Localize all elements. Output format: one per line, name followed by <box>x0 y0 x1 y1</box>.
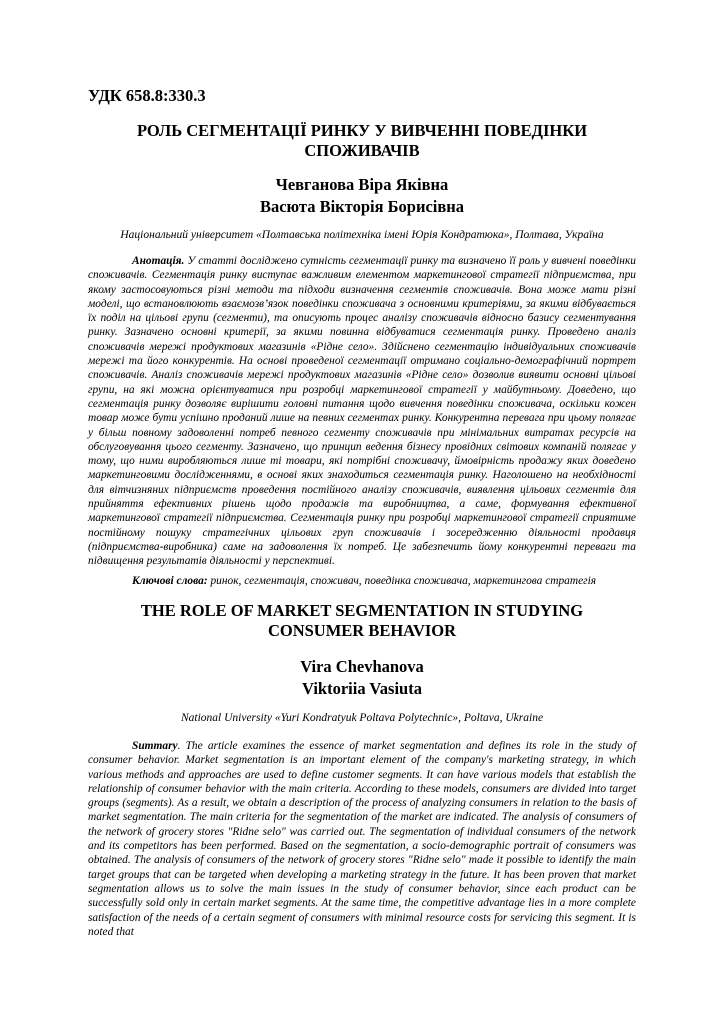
en-title <box>88 601 636 641</box>
en-author-1: Vira Chevhanova <box>300 657 424 676</box>
ua-title-line-1: РОЛЬ СЕГМЕНТАЦІЇ РИНКУ У ВИВЧЕННІ ПОВЕДІНКИ <box>136 121 588 140</box>
ua-title <box>88 121 636 161</box>
ua-abstract <box>88 254 636 569</box>
en-summary <box>88 739 636 939</box>
en-title-line-2: CONSUMER BEHAVIOR <box>267 621 457 640</box>
en-author-2: Viktoriia Vasiuta <box>302 679 422 698</box>
en-title-line-1: THE ROLE OF MARKET SEGMENTATION IN STUDYING <box>140 601 584 620</box>
udk-code: УДК 658.8:330.3 <box>88 86 206 105</box>
ua-abstract-text: У статті досліджено сутність сегментації ринку та визначено її роль у вивчені поведінки споживачів. Сегментація ринку виступає важливим елементом маркетингової стратегії підприємства, при якому застосовуються різні методи та підходи визначення сегментів споживачів. Вона може мати різні моделі, що встановлюють взаємозв’язок поведінки споживача з основними критеріями, за якими відбувається їх поділ на цільові групи (сегменти), та описують процес аналізу споживачів відносно базису сегментування ринку. Зазначено основні критерії, за якими повинна відбуватися сегментація ринку. Проведено аналіз споживачів мережі продуктових магазинів «Рідне село». Здійснено сегментацію індивідуальних споживачів мережі та його конкурентів. На основі проведеної сегментації отримано соціально-демографічний портрет споживачів. Аналіз споживачів мережі продуктових магазинів «Рідне село» дозволив виявити основні цільові групи, на які можна орієнтуватися при розробці маркетингової стратегії у майбутньому. Доведено, що сегментація ринку дозволяє вирішити головні питання щодо вивчення поведінки споживача, оскільки кожен товар може бути успішно проданий лише на певних сегментах ринку. Конкурентна перевага при цьому полягає у більш повному задоволенні потреб певного сегменту споживачів при мінімальних витратах ресурсів на обслуговування цього сегменту. Зазначено, що принцип ведення бізнесу провідних світових компаній полягає у тому, що ними виробляються лише ті товари, які потрібні споживачу, ймовірність продажу яких доведено маркетинговими дослідженнями, в основі яких знаходиться сегментація ринку. Наголошено на необхідності для вітчизняних підприємств проведення постійного аналізу споживачів, виявлення цільових сегментів для прийняття ефективних рішень щодо продажів та виробництва, а саме, формування ефективної маркетингової стратегії підприємства. Сегментація ринку при розробці маркетингової стратегії сприятиме постійному пошуку стратегічних цільових груп споживачів і зосередженню діяльності продавця (підприємства-виробника) саме на задоволення їх потреб. Це забезпечить йому конкурентні переваги та підвищення результатів діяльності у перспективі. <box>88 255 636 568</box>
ua-author-2: Васюта Вікторія Борисівна <box>259 197 465 216</box>
ua-author-1: Чевганова Віра Яківна <box>275 175 449 194</box>
ua-affiliation: Національний університет «Полтавська політехніка імені Юрія Кондратюка», Полтава, Україна <box>120 229 604 241</box>
ua-keywords <box>88 574 636 588</box>
ua-keywords-label: Ключові слова: <box>132 575 208 587</box>
en-affiliation: National University «Yuri Kondratyuk Poltava Polytechnic», Poltava, Ukraine <box>180 712 544 724</box>
en-summary-text: . The article examines the essence of market segmentation and defines its role in the study of consumer behavior. Market segmentation is an important element of the company's marketing strategy, in which various methods and approaches are used to define customer segments. It can have various models that establish the relationship of consumer behavior with the main criteria. According to these models, consumers are divided into target groups (segments). As a result, we obtain a description of the process of analyzing consumers in relation to the basis of market segmentation. The main criteria for the segmentation of the market are indicated. The analysis of consumers of the network of grocery stores "Ridne selo" was carried out. The segmentation of individual consumers of the network and its competitors has been performed. Based on the segmentation, a socio-demographic portrait of consumers was obtained. The analysis of consumers of the network of grocery stores "Ridne selo" made it possible to identify the main target groups that can be targeted when developing a marketing strategy in the future. It has been proven that market segmentation allows us to solve the main issues in the study of consumer behavior, since each product can be successfully sold only in certain market segments. At the same time, the competitive advantage lies in a more complete satisfaction of the needs of a certain segment of consumers with minimal resource costs for servicing this segment. It is noted that <box>88 740 636 938</box>
ua-keywords-text: ринок, сегментація, споживач, поведінка споживача, маркетингова стратегія <box>207 575 597 587</box>
ua-abstract-label: Анотація. <box>132 255 185 267</box>
en-summary-label: Summary <box>132 740 178 752</box>
ua-title-line-2: СПОЖИВАЧІВ <box>304 141 420 160</box>
